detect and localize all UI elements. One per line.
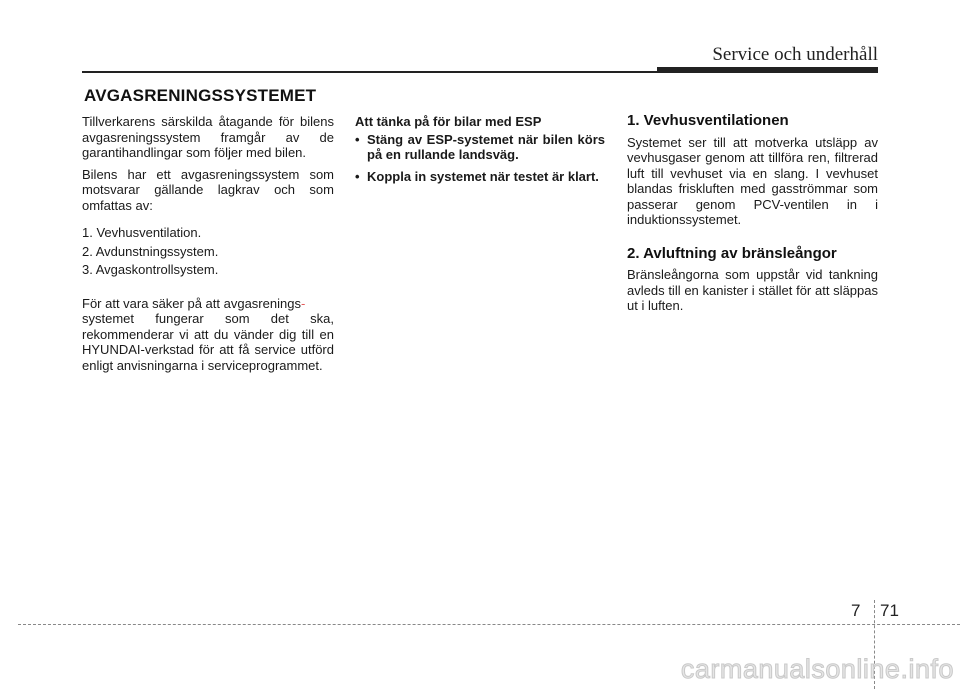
column-right <box>627 113 878 320</box>
header-title: Service och underhåll <box>712 44 878 65</box>
list-item: 1. Vevhusventilation. <box>82 225 202 240</box>
bullet-icon: • <box>355 168 360 184</box>
esp-heading: Att tänka på för bilar med ESP <box>355 114 542 129</box>
heading-evaporative: 2. Avluftning av bränsleångor <box>627 244 837 262</box>
list-item: 2. Avdunstningssystem. <box>82 243 219 259</box>
heading-crankcase: 1. Vevhusventilationen <box>627 112 789 129</box>
bullet-text: Koppla in systemet när testet är klart. <box>367 168 599 184</box>
page-number: 71 <box>880 601 899 620</box>
list-item: 3. Avgaskontrollsystem. <box>82 262 219 277</box>
bullet-item <box>355 132 605 163</box>
evaporative-paragraph: Bränsleångorna som uppstår vid tankning avleds till en kanister i stället för att släppas ut i luften. <box>627 267 878 313</box>
header-rule-thin <box>82 71 657 73</box>
watermark: carmanualsonline.info <box>680 654 954 684</box>
service-paragraph <box>82 296 334 374</box>
column-middle <box>355 114 605 190</box>
system-paragraph: Bilens har ett avgasreningssystem som motsvarar gällande lagkrav och som omfattas av: <box>82 166 334 213</box>
bullet-icon: • <box>355 131 360 147</box>
bullet-text: Stäng av ESP-systemet när bilen körs på en rullande landsväg. <box>367 131 605 162</box>
intro-paragraph: Tillverkarens särskilda åtagande för bilens avgasreningssystem framgår av de garantihandlingar som följer med bilen. <box>82 114 334 160</box>
column-left <box>82 114 334 379</box>
system-list <box>82 225 334 278</box>
bullet-item <box>355 169 605 185</box>
section-title: AVGASRENINGSSYSTEMET <box>84 86 317 105</box>
page-chapter: 7 <box>851 601 861 620</box>
service-paragraph-part1: För att vara säker på att avgasrenings <box>82 295 301 311</box>
footer-dashed-line <box>18 624 960 625</box>
hyphen-mark: - <box>300 295 306 311</box>
header-rule-thick <box>657 67 878 73</box>
crankcase-paragraph: Systemet ser till att motverka utsläpp av vevhusgaser genom att tillföra ren, filtrerad luft till vevhuset via en slang. I vevhuset blandas friskluften med gasströmmar som passerar genom PCV-ventilen in i induktionssystemet. <box>627 134 878 227</box>
service-paragraph-part2: systemet fungerar som det ska, rekommenderar vi att du vänder dig till en HYUNDAI-verkstad för att få service utförd enligt anvisningarna i serviceprogrammet. <box>82 311 334 373</box>
